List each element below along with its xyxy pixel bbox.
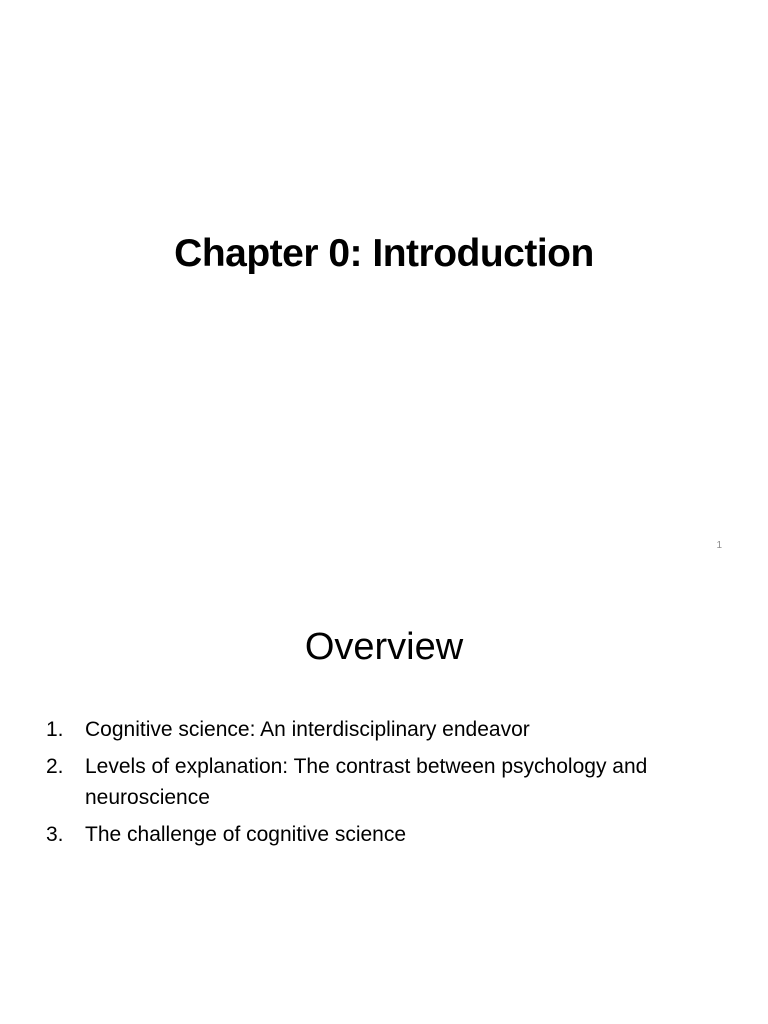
list-item-text: The challenge of cognitive science <box>85 823 407 846</box>
list-item <box>46 751 736 813</box>
list-item-text: Levels of explanation: The contrast between psychology and neuroscience <box>85 755 648 809</box>
list-item-number: 3. <box>46 823 64 846</box>
list-item-number: 1. <box>46 718 64 741</box>
list-item-text: Cognitive science: An interdisciplinary endeavor <box>85 718 530 741</box>
overview-slide <box>0 576 768 1024</box>
slide-number: 1 <box>716 540 722 551</box>
list-item-number: 2. <box>46 755 64 778</box>
overview-list <box>46 714 736 856</box>
overview-title: Overview <box>304 626 464 668</box>
chapter-title: Chapter 0: Introduction <box>174 232 594 275</box>
list-item <box>46 714 736 745</box>
list-item <box>46 819 736 850</box>
